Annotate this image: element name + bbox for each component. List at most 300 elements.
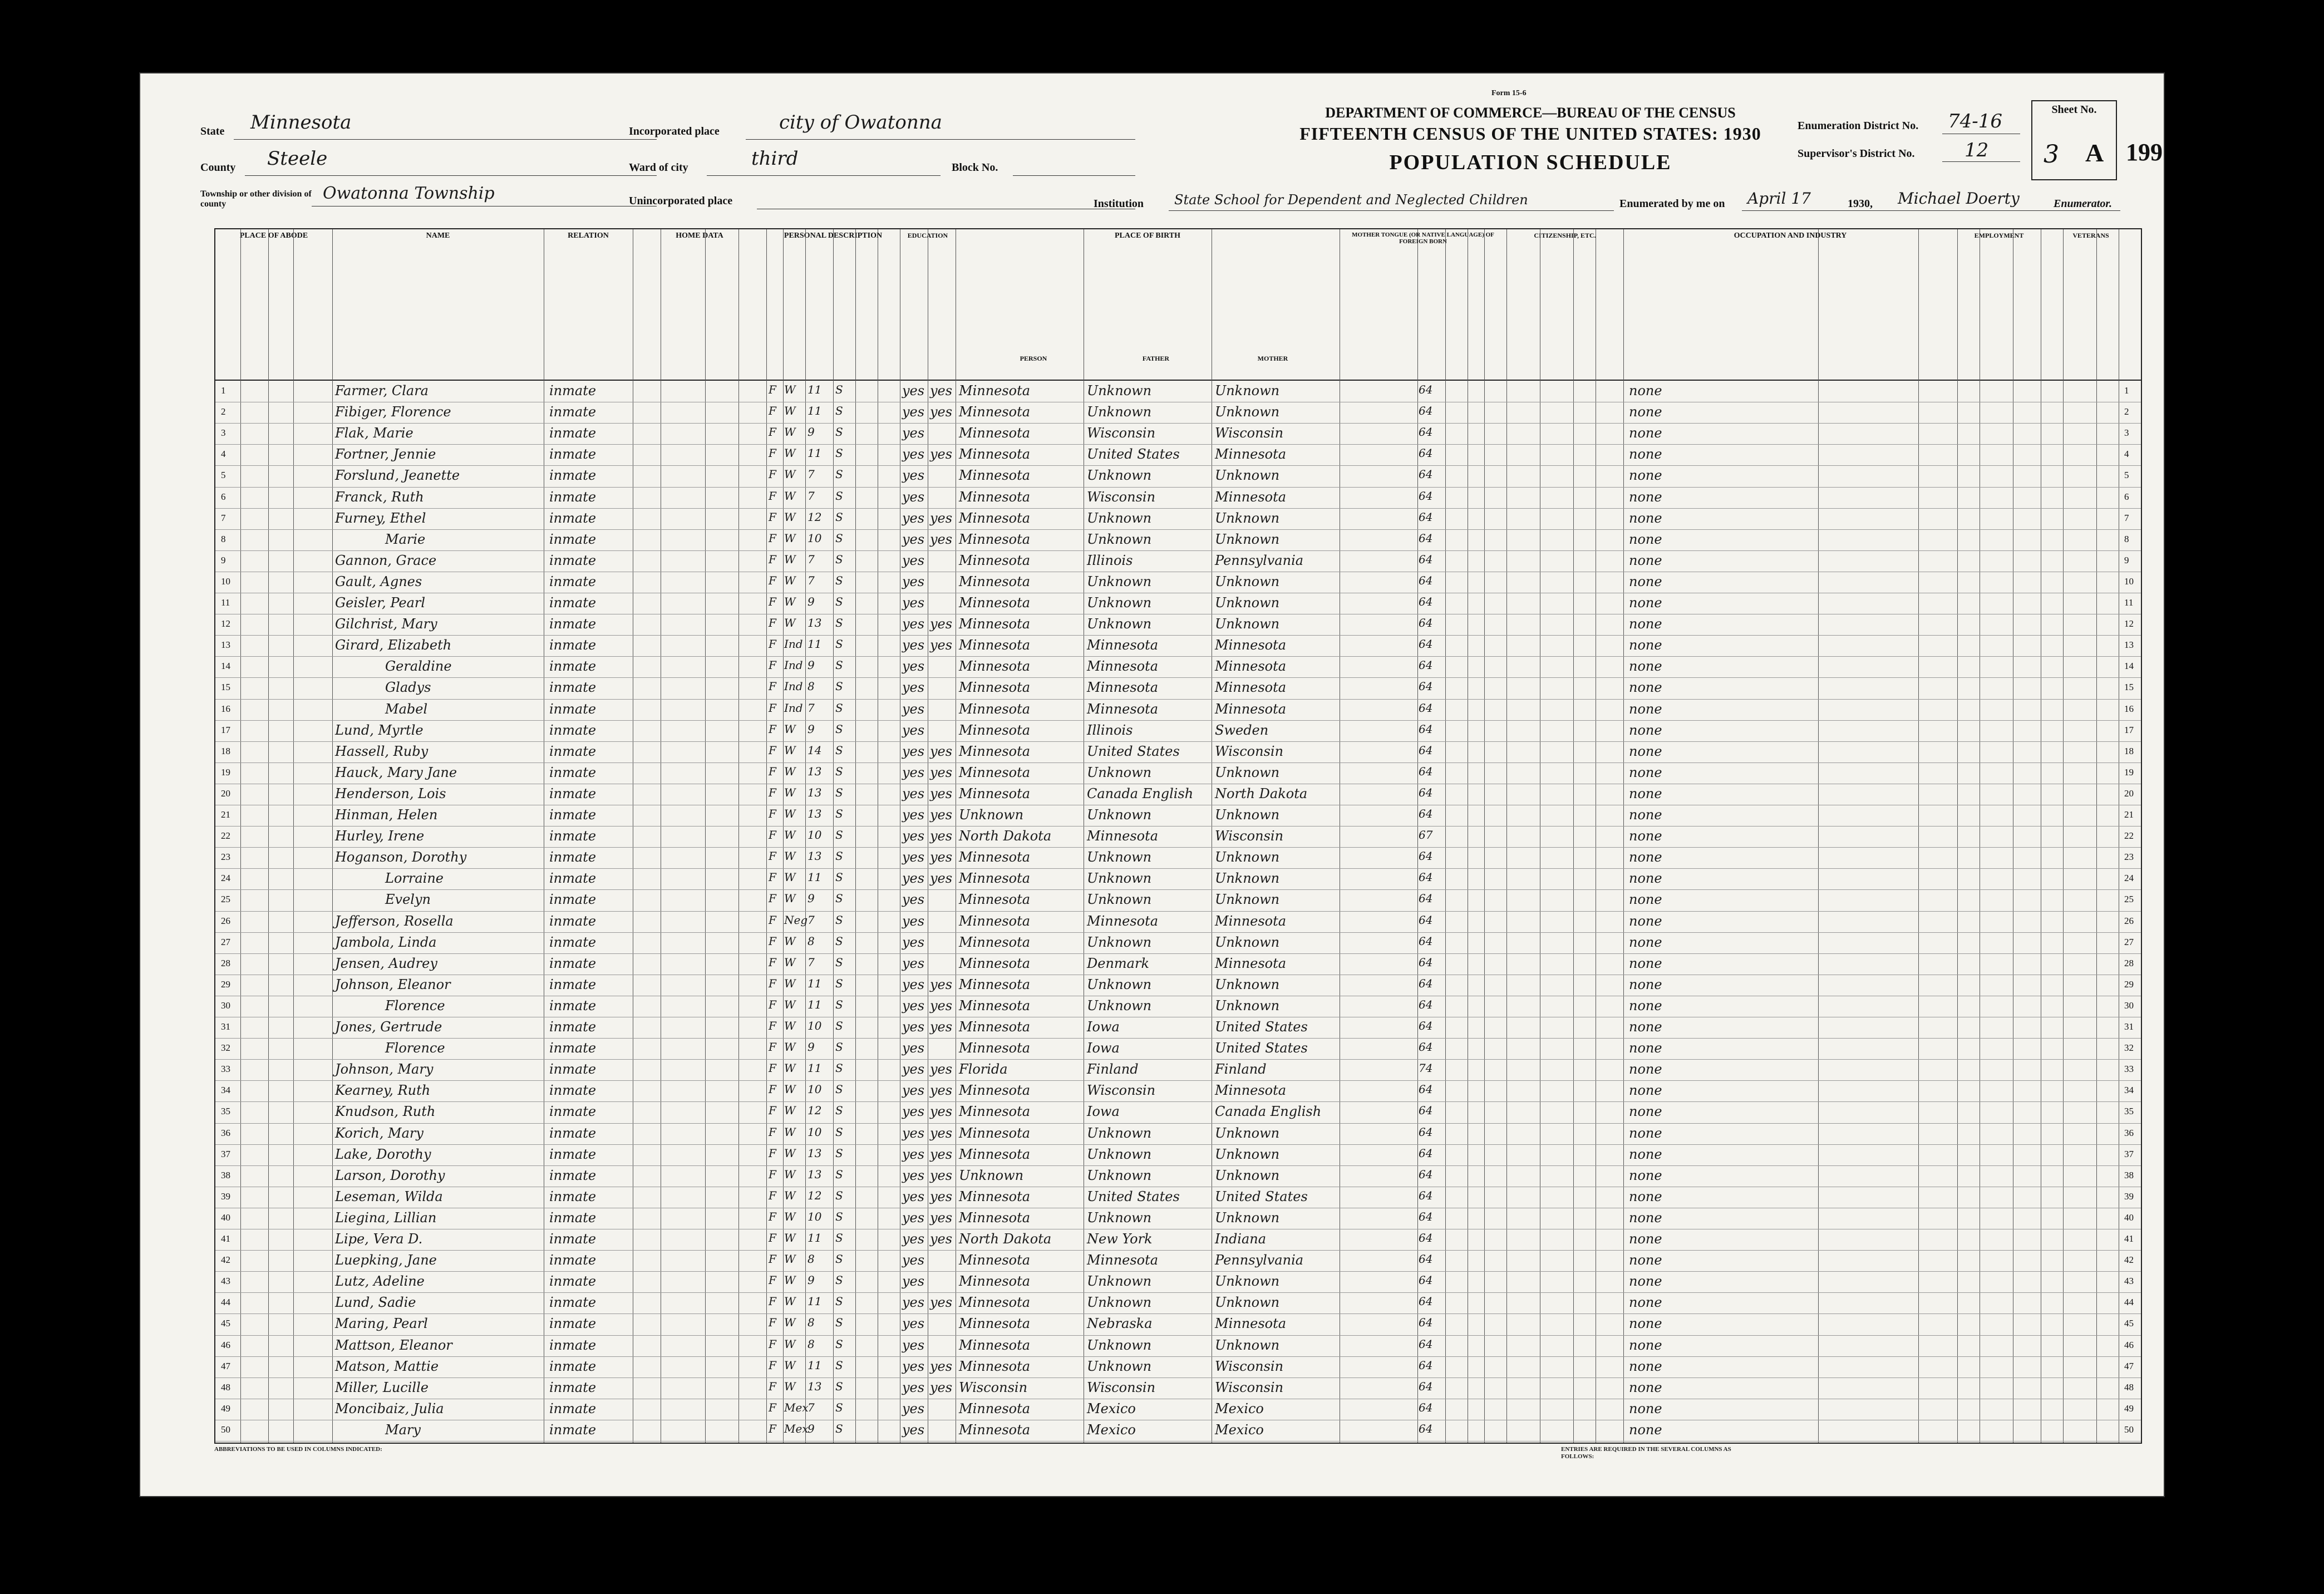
- line-number-right: 45: [2124, 1318, 2134, 1329]
- enumerator-name: Michael Doerty: [1898, 189, 2020, 208]
- entries-title: ENTRIES ARE REQUIRED IN THE SEVERAL COLUMNS AS FOLLOWS:: [1561, 1446, 1731, 1460]
- line-number: 30: [221, 1000, 230, 1011]
- sex: F: [769, 573, 776, 587]
- mother-tongue-code: 64: [1419, 1400, 1433, 1414]
- row-rule: [215, 635, 2141, 636]
- mother-tongue-code: 64: [1419, 489, 1433, 503]
- marital-status: S: [835, 1083, 843, 1096]
- group-occupation: OCCUPATION AND INDUSTRY: [1734, 232, 1847, 240]
- age: 9: [808, 1273, 815, 1287]
- person-name: Franck, Ruth: [335, 489, 424, 505]
- marital-status: S: [835, 1295, 843, 1308]
- sex: F: [769, 552, 776, 566]
- birthplace-mother: Canada English: [1215, 1104, 1322, 1120]
- birthplace-mother: Minnesota: [1215, 1316, 1287, 1332]
- line-number: 16: [221, 703, 230, 714]
- line-number-right: 24: [2124, 873, 2134, 884]
- school-attendance: yes: [902, 1273, 925, 1290]
- birthplace-person: Florida: [959, 1061, 1008, 1078]
- sex: F: [769, 383, 776, 396]
- group-employment: EMPLOYMENT: [1974, 232, 2024, 239]
- line-number: 43: [221, 1276, 230, 1287]
- race: W: [784, 1337, 796, 1351]
- birthplace-mother: Minnesota: [1215, 913, 1287, 929]
- relation: inmate: [549, 892, 597, 908]
- line-number-right: 49: [2124, 1403, 2134, 1414]
- relation: inmate: [549, 976, 597, 992]
- age: 11: [808, 870, 822, 884]
- occupation: none: [1629, 1316, 1662, 1332]
- mother-tongue-code: 64: [1419, 1273, 1433, 1287]
- mother-tongue-code: 64: [1419, 1421, 1433, 1435]
- school-attendance: yes: [902, 722, 925, 738]
- person-name: Mary: [385, 1421, 421, 1438]
- line-number: 11: [221, 597, 230, 608]
- line-number: 42: [221, 1254, 230, 1266]
- occupation: none: [1629, 1083, 1662, 1099]
- sex: F: [769, 1400, 776, 1414]
- row-rule: [215, 762, 2141, 763]
- person-name: Luepking, Jane: [335, 1252, 437, 1268]
- race: W: [784, 1295, 796, 1308]
- township-label: Township or other division of county: [200, 189, 312, 209]
- person-name: Miller, Lucille: [335, 1379, 429, 1395]
- relation: inmate: [549, 1125, 597, 1141]
- line-number: 23: [221, 852, 230, 863]
- occupation: none: [1629, 595, 1662, 611]
- race: W: [784, 425, 796, 439]
- form-number: Form 15-6: [1491, 89, 1527, 97]
- race: W: [784, 997, 796, 1011]
- mother-tongue-code: 64: [1419, 722, 1433, 736]
- row-rule: [215, 1038, 2141, 1039]
- mother-tongue-code: 64: [1419, 1125, 1433, 1139]
- sex: F: [769, 446, 776, 460]
- mother-tongue-code: 64: [1419, 1316, 1433, 1330]
- marital-status: S: [835, 510, 843, 524]
- birthplace-father: Unknown: [1087, 531, 1152, 547]
- relation: inmate: [549, 722, 597, 738]
- person-name: Hinman, Helen: [335, 807, 438, 823]
- birthplace-person: Minnesota: [959, 616, 1031, 632]
- person-name: Fibiger, Florence: [335, 404, 451, 420]
- school-attendance: yes: [902, 658, 925, 675]
- relation: inmate: [549, 1083, 597, 1099]
- enumeration-district-value: 74-16: [1948, 110, 2003, 132]
- person-name: Gladys: [385, 680, 431, 696]
- marital-status: S: [835, 1400, 843, 1414]
- relation: inmate: [549, 1167, 597, 1183]
- marital-status: S: [835, 1358, 843, 1372]
- occupation: none: [1629, 531, 1662, 547]
- row-rule: [215, 1271, 2141, 1272]
- can-read: yes: [930, 1295, 953, 1311]
- line-number: 6: [221, 491, 226, 502]
- age: 13: [808, 616, 822, 630]
- person-name: Korich, Mary: [335, 1125, 424, 1141]
- age: 13: [808, 849, 822, 863]
- race: Mex: [784, 1421, 809, 1435]
- marital-status: S: [835, 701, 843, 715]
- age: 12: [808, 1104, 822, 1118]
- age: 7: [808, 913, 815, 927]
- occupation: none: [1629, 1379, 1662, 1395]
- line-number: 9: [221, 554, 226, 565]
- sex: F: [769, 1421, 776, 1435]
- line-number-right: 13: [2124, 639, 2134, 651]
- mother-tongue-code: 64: [1419, 849, 1433, 863]
- school-attendance: yes: [902, 1209, 925, 1226]
- birthplace-mother: Minnesota: [1215, 701, 1287, 717]
- line-number-right: 34: [2124, 1085, 2134, 1096]
- line-number: 26: [221, 915, 230, 926]
- age: 10: [808, 1125, 822, 1139]
- sex: F: [769, 1104, 776, 1118]
- line-number: 46: [221, 1339, 230, 1350]
- birthplace-mother: Unknown: [1215, 616, 1280, 632]
- line-number-right: 14: [2124, 661, 2134, 672]
- occupation: none: [1629, 722, 1662, 738]
- birthplace-person: North Dakota: [959, 828, 1052, 844]
- mother-tongue-code: 64: [1419, 616, 1433, 630]
- institution-label: Institution: [1094, 198, 1144, 210]
- school-attendance: yes: [902, 1167, 925, 1183]
- birthplace-mother: Unknown: [1215, 510, 1280, 526]
- person-name: Hauck, Mary Jane: [335, 764, 457, 780]
- line-number: 32: [221, 1042, 230, 1054]
- age: 7: [808, 468, 815, 481]
- birthplace-mother: Unknown: [1215, 976, 1280, 992]
- mother-tongue-code: 64: [1419, 1104, 1433, 1118]
- race: W: [784, 722, 796, 736]
- sex: F: [769, 1125, 776, 1139]
- line-number: 37: [221, 1148, 230, 1159]
- sex: F: [769, 913, 776, 927]
- marital-status: S: [835, 446, 843, 460]
- line-number: 4: [221, 449, 226, 460]
- birthplace-person: Minnesota: [959, 680, 1031, 696]
- line-number-right: 43: [2124, 1276, 2134, 1287]
- birthplace-person: Minnesota: [959, 1295, 1031, 1311]
- line-number: 19: [221, 766, 230, 778]
- person-name: Lake, Dorothy: [335, 1146, 431, 1162]
- school-attendance: yes: [902, 1061, 925, 1078]
- school-attendance: yes: [902, 680, 925, 696]
- relation: inmate: [549, 1337, 597, 1353]
- occupation: none: [1629, 1209, 1662, 1226]
- mother-tongue-code: 64: [1419, 1146, 1433, 1160]
- birthplace-person: Wisconsin: [959, 1379, 1028, 1395]
- sex: F: [769, 1188, 776, 1202]
- line-number: 36: [221, 1127, 230, 1138]
- person-name: Marie: [385, 531, 426, 547]
- age: 11: [808, 1295, 822, 1308]
- occupation: none: [1629, 955, 1662, 971]
- age: 11: [808, 1061, 822, 1075]
- birthplace-mother: Unknown: [1215, 807, 1280, 823]
- mother-tongue-code: 64: [1419, 446, 1433, 460]
- line-number-right: 44: [2124, 1297, 2134, 1308]
- group-relation: RELATION: [568, 232, 609, 240]
- birthplace-person: Minnesota: [959, 489, 1031, 505]
- birthplace-father: Minnesota: [1087, 658, 1159, 675]
- page-stamp: 199: [2126, 139, 2163, 166]
- row-rule: [215, 1080, 2141, 1081]
- row-rule: [215, 1356, 2141, 1357]
- birthplace-mother: Minnesota: [1215, 658, 1287, 675]
- age: 9: [808, 1421, 815, 1435]
- birthplace-person: Minnesota: [959, 722, 1031, 738]
- birthplace-mother: Minnesota: [1215, 446, 1287, 463]
- line-number: 21: [221, 809, 230, 820]
- mother-tongue-code: 64: [1419, 913, 1433, 927]
- relation: inmate: [549, 997, 597, 1014]
- row-rule: [215, 529, 2141, 530]
- relation: inmate: [549, 489, 597, 505]
- group-home-data: HOME DATA: [676, 232, 723, 240]
- race: W: [784, 383, 796, 396]
- birthplace-father: Unknown: [1087, 1146, 1152, 1162]
- birthplace-father: Unknown: [1087, 404, 1152, 420]
- mother-tongue-code: 64: [1419, 531, 1433, 545]
- person-name: Furney, Ethel: [335, 510, 426, 526]
- birthplace-father: Minnesota: [1087, 680, 1159, 696]
- relation: inmate: [549, 1040, 597, 1056]
- birthplace-person: Minnesota: [959, 637, 1031, 653]
- mother-tongue-code: 64: [1419, 1252, 1433, 1266]
- birthplace-person: Minnesota: [959, 1125, 1031, 1141]
- school-attendance: yes: [902, 1231, 925, 1247]
- marital-status: S: [835, 997, 843, 1011]
- row-rule: [215, 444, 2141, 445]
- birthplace-mother: Unknown: [1215, 595, 1280, 611]
- sheet-number: 3: [2044, 140, 2059, 169]
- occupation: none: [1629, 468, 1662, 484]
- marital-status: S: [835, 913, 843, 927]
- age: 11: [808, 404, 822, 418]
- row-rule: [215, 720, 2141, 721]
- age: 12: [808, 1188, 822, 1202]
- line-number-right: 42: [2124, 1254, 2134, 1266]
- marital-status: S: [835, 764, 843, 778]
- birthplace-father: Unknown: [1087, 934, 1152, 950]
- group-mother-tongue: MOTHER TONGUE (OR NATIVE LANGUAGE) OF FOREIGN BORN: [1352, 232, 1494, 245]
- person-name: Gault, Agnes: [335, 573, 422, 589]
- birthplace-mother: Unknown: [1215, 764, 1280, 780]
- race: W: [784, 892, 796, 906]
- row-rule: [215, 1123, 2141, 1124]
- birthplace-mother: Unknown: [1215, 849, 1280, 865]
- marital-status: S: [835, 1040, 843, 1054]
- person-name: Florence: [385, 997, 445, 1014]
- race: W: [784, 616, 796, 630]
- sex: F: [769, 468, 776, 481]
- birthplace-person: Minnesota: [959, 1421, 1031, 1438]
- birthplace-mother: Wisconsin: [1215, 1358, 1284, 1374]
- line-number: 40: [221, 1212, 230, 1223]
- occupation: none: [1629, 510, 1662, 526]
- line-number-right: 19: [2124, 766, 2134, 778]
- marital-status: S: [835, 1273, 843, 1287]
- relation: inmate: [549, 1061, 597, 1078]
- race: W: [784, 976, 796, 990]
- occupation: none: [1629, 1358, 1662, 1374]
- marital-status: S: [835, 870, 843, 884]
- birthplace-mother: Minnesota: [1215, 1083, 1287, 1099]
- race: W: [784, 1167, 796, 1181]
- can-read: yes: [930, 510, 953, 526]
- relation: inmate: [549, 1295, 597, 1311]
- race: W: [784, 446, 796, 460]
- mother-tongue-code: 64: [1419, 425, 1433, 439]
- row-rule: [215, 889, 2141, 890]
- birthplace-mother: North Dakota: [1215, 785, 1308, 801]
- birthplace-mother: Sweden: [1215, 722, 1269, 738]
- occupation: none: [1629, 1019, 1662, 1035]
- can-read: yes: [930, 1083, 953, 1099]
- sex: F: [769, 1019, 776, 1032]
- birthplace-mother: Unknown: [1215, 1295, 1280, 1311]
- person-name: Florence: [385, 1040, 445, 1056]
- enumerated-by-label: Enumerated by me on: [1619, 198, 1725, 210]
- age: 8: [808, 680, 815, 693]
- can-read: yes: [930, 1019, 953, 1035]
- race: Neg: [784, 913, 808, 927]
- occupation: none: [1629, 997, 1662, 1014]
- age: 7: [808, 552, 815, 566]
- age: 7: [808, 1400, 815, 1414]
- line-number: 5: [221, 470, 226, 481]
- person-name: Henderson, Lois: [335, 785, 446, 801]
- line-number: 34: [221, 1085, 230, 1096]
- marital-status: S: [835, 1231, 843, 1244]
- occupation: none: [1629, 637, 1662, 653]
- occupation: none: [1629, 1400, 1662, 1416]
- mother-tongue-code: 64: [1419, 510, 1433, 524]
- line-number-right: 17: [2124, 724, 2134, 735]
- mother-tongue-code: 64: [1419, 468, 1433, 481]
- can-read: yes: [930, 531, 953, 547]
- race: W: [784, 955, 796, 969]
- race: W: [784, 1273, 796, 1287]
- school-attendance: yes: [902, 870, 925, 887]
- school-attendance: yes: [902, 383, 925, 398]
- line-number-right: 41: [2124, 1233, 2134, 1244]
- row-rule: [215, 932, 2141, 933]
- person-name: Knudson, Ruth: [335, 1104, 436, 1120]
- line-number: 8: [221, 533, 226, 544]
- line-number-right: 16: [2124, 703, 2134, 714]
- birthplace-person: Minnesota: [959, 510, 1031, 526]
- marital-status: S: [835, 828, 843, 842]
- person-name: Larson, Dorothy: [335, 1167, 445, 1183]
- occupation: none: [1629, 1188, 1662, 1204]
- sex: F: [769, 892, 776, 906]
- line-number-right: 21: [2124, 809, 2134, 820]
- line-number-right: 22: [2124, 830, 2134, 842]
- birthplace-mother: Indiana: [1215, 1231, 1267, 1247]
- age: 7: [808, 573, 815, 587]
- race: W: [784, 1379, 796, 1393]
- school-attendance: yes: [902, 637, 925, 653]
- birthplace-father: Unknown: [1087, 870, 1152, 887]
- school-attendance: yes: [902, 1337, 925, 1353]
- row-rule: [215, 741, 2141, 742]
- occupation: none: [1629, 680, 1662, 696]
- sex: F: [769, 934, 776, 948]
- row-rule: [215, 1335, 2141, 1336]
- birthplace-person: Minnesota: [959, 1146, 1031, 1162]
- sex: F: [769, 1083, 776, 1096]
- birthplace-father: Wisconsin: [1087, 425, 1156, 441]
- line-number: 20: [221, 788, 230, 799]
- occupation: none: [1629, 616, 1662, 632]
- age: 10: [808, 828, 822, 842]
- row-rule: [215, 1313, 2141, 1314]
- school-attendance: yes: [902, 573, 925, 589]
- birthplace-mother: Unknown: [1215, 1125, 1280, 1141]
- mother-tongue-code: 64: [1419, 637, 1433, 651]
- can-read: yes: [930, 1379, 953, 1395]
- birthplace-mother: Wisconsin: [1215, 425, 1284, 441]
- line-number-right: 15: [2124, 682, 2134, 693]
- birthplace-mother: United States: [1215, 1019, 1308, 1035]
- line-number: 38: [221, 1169, 230, 1180]
- school-attendance: yes: [902, 1188, 925, 1204]
- sex: F: [769, 701, 776, 715]
- birthplace-father: Unknown: [1087, 1125, 1152, 1141]
- person-name: Lund, Sadie: [335, 1295, 416, 1311]
- line-number: 24: [221, 873, 230, 884]
- relation: inmate: [549, 828, 597, 844]
- school-attendance: yes: [902, 1379, 925, 1395]
- relation: inmate: [549, 573, 597, 589]
- can-read: yes: [930, 1104, 953, 1120]
- mother-tongue-code: 64: [1419, 1231, 1433, 1244]
- row-rule: [215, 911, 2141, 912]
- birthplace-father: Canada English: [1087, 785, 1194, 801]
- race: W: [784, 510, 796, 524]
- race: Ind: [784, 701, 803, 715]
- birthplace-person: Minnesota: [959, 446, 1031, 463]
- birthplace-father: Unknown: [1087, 1295, 1152, 1311]
- can-read: yes: [930, 1146, 953, 1162]
- occupation: none: [1629, 1167, 1662, 1183]
- sheet-number-box: [2031, 100, 2117, 180]
- relation: inmate: [549, 680, 597, 696]
- person-name: Girard, Elizabeth: [335, 637, 452, 653]
- school-attendance: yes: [902, 595, 925, 611]
- relation: inmate: [549, 1146, 597, 1162]
- can-read: yes: [930, 870, 953, 887]
- row-rule: [215, 656, 2141, 657]
- can-read: yes: [930, 743, 953, 759]
- person-name: Jensen, Audrey: [335, 955, 437, 971]
- can-read: yes: [930, 785, 953, 801]
- enumeration-date: April 17: [1747, 189, 1811, 208]
- school-attendance: yes: [902, 955, 925, 971]
- enumeration-year: 1930,: [1848, 198, 1873, 210]
- line-number-right: 32: [2124, 1042, 2134, 1054]
- birthplace-person: Minnesota: [959, 595, 1031, 611]
- group-citizenship: CITIZENSHIP, ETC.: [1534, 232, 1596, 239]
- marital-status: S: [835, 976, 843, 990]
- birthplace-father: Minnesota: [1087, 913, 1159, 929]
- person-name: Mabel: [385, 701, 428, 717]
- can-read: yes: [930, 1188, 953, 1204]
- relation: inmate: [549, 1104, 597, 1120]
- sheet-label: Sheet No.: [2051, 104, 2097, 116]
